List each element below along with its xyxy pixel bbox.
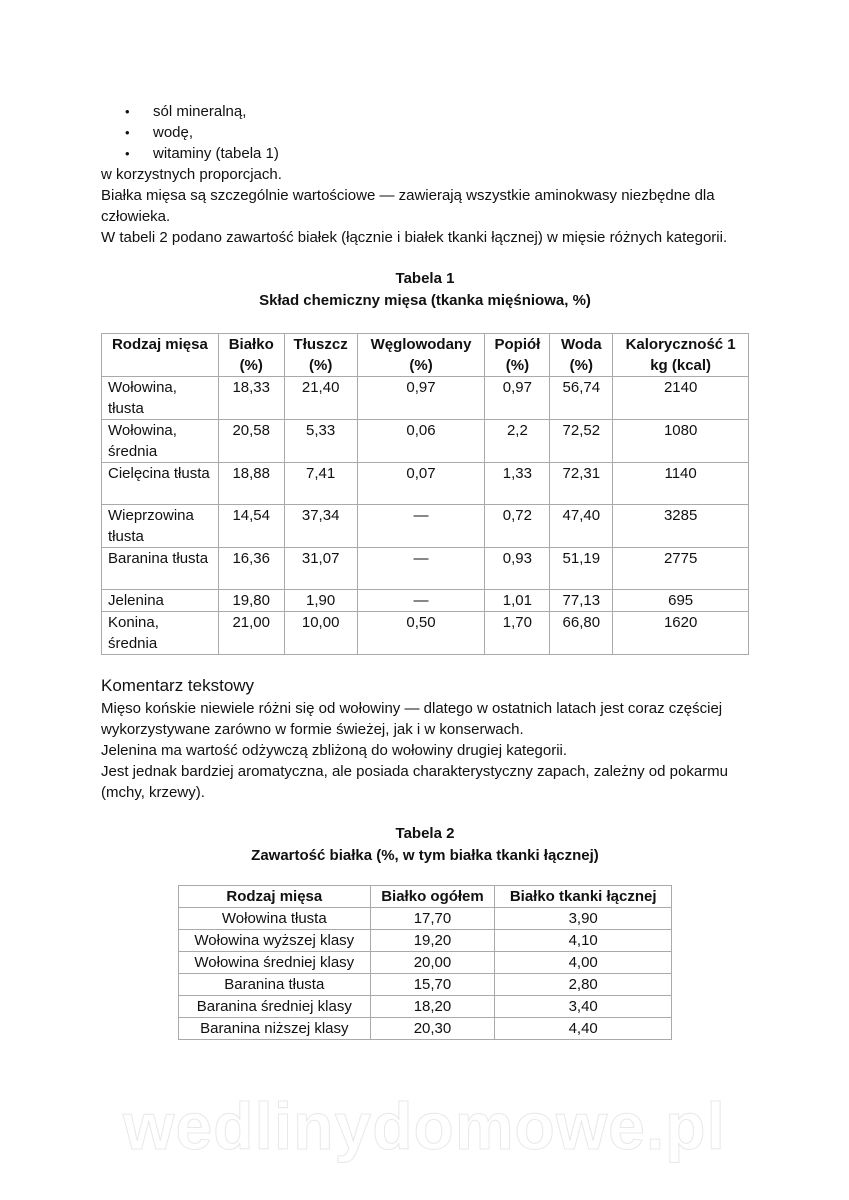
table-row	[102, 463, 749, 505]
table-cell: 3285	[613, 505, 749, 548]
list-item: • wodę,	[101, 122, 761, 143]
table-cell: 72,31	[550, 463, 613, 505]
paragraph: Białka mięsa są szczególnie wartościowe — zawierają wszystkie aminokwasy niezbędne dla człowieka.	[101, 187, 715, 225]
table-row	[179, 930, 672, 952]
table-row	[102, 612, 749, 655]
column-header: Rodzaj mięsa	[179, 886, 371, 908]
row-label: Wołowina tłusta	[179, 908, 371, 930]
table-cell: 51,19	[550, 548, 613, 590]
table-cell: 2,80	[495, 974, 672, 996]
table-cell: —	[357, 590, 485, 612]
table-row	[179, 1018, 672, 1040]
row-label: Wieprzowina tłusta	[102, 505, 219, 548]
paragraph: W tabeli 2 podano zawartość białek (łącznie i białek tkanki łącznej) w mięsie różnych kategorii.	[101, 229, 728, 246]
column-header: Rodzaj mięsa	[102, 334, 219, 377]
table-cell: 15,70	[370, 974, 495, 996]
table-cell: 18,88	[218, 463, 284, 505]
table-cell: 0,72	[485, 505, 550, 548]
table-cell: 20,30	[370, 1018, 495, 1040]
table-cell: 47,40	[550, 505, 613, 548]
row-label: Wołowina, średnia	[102, 420, 219, 463]
table-row	[102, 377, 749, 420]
table-row	[179, 952, 672, 974]
table-cell: 1,90	[284, 590, 357, 612]
paragraph: w korzystnych proporcjach.	[101, 166, 282, 183]
table-cell: 5,33	[284, 420, 357, 463]
table-cell: 1,33	[485, 463, 550, 505]
table1	[101, 333, 749, 655]
table-cell: 0,07	[357, 463, 485, 505]
column-header: Tłuszcz (%)	[284, 334, 357, 377]
table-header-row	[179, 886, 672, 908]
table-cell: 695	[613, 590, 749, 612]
list-item: • witaminy (tabela 1)	[101, 143, 761, 164]
table-cell: 19,80	[218, 590, 284, 612]
column-header: Kaloryczność 1 kg (kcal)	[613, 334, 749, 377]
paragraph: Jest jednak bardziej aromatyczna, ale posiada charakterystyczny zapach, zależny od pokarmu (mchy, krzewy).	[101, 763, 728, 801]
watermark: wedlinydomowe.pl	[123, 1089, 726, 1163]
table-row	[179, 908, 672, 930]
row-label: Wołowina, tłusta	[102, 377, 219, 420]
row-label: Baranina tłusta	[102, 548, 219, 590]
row-label: Wołowina średniej klasy	[179, 952, 371, 974]
table-cell: 31,07	[284, 548, 357, 590]
table-cell: 0,50	[357, 612, 485, 655]
table-cell: 0,97	[357, 377, 485, 420]
table1-title: Skład chemiczny mięsa (tkanka mięśniowa, %)	[259, 292, 591, 309]
table-cell: 14,54	[218, 505, 284, 548]
table-row	[102, 420, 749, 463]
column-header: Popiół (%)	[485, 334, 550, 377]
table-cell: 1,01	[485, 590, 550, 612]
intro-text	[101, 101, 761, 248]
table-cell: 0,06	[357, 420, 485, 463]
column-header: Węglowodany (%)	[357, 334, 485, 377]
table-cell: 1140	[613, 463, 749, 505]
table-cell: 21,00	[218, 612, 284, 655]
table-cell: —	[357, 505, 485, 548]
table-cell: 7,41	[284, 463, 357, 505]
table-cell: 18,20	[370, 996, 495, 1018]
table-cell: 21,40	[284, 377, 357, 420]
paragraph: Mięso końskie niewiele różni się od wołowiny — dlatego w ostatnich latach jest coraz częściej wykorzystywane zarówno w formie świeżej, jak i w konserwach.	[101, 700, 723, 738]
row-label: Cielęcina tłusta	[102, 463, 219, 505]
table-cell: 4,00	[495, 952, 672, 974]
row-label: Konina, średnia	[102, 612, 219, 655]
table1-label: Tabela 1	[395, 270, 455, 287]
table-cell: 37,34	[284, 505, 357, 548]
table-cell: 18,33	[218, 377, 284, 420]
table-row	[102, 505, 749, 548]
table2	[178, 885, 672, 1040]
paragraph: Jelenina ma wartość odżywczą zbliżoną do wołowiny drugiej kategorii.	[101, 742, 568, 759]
table-row	[179, 996, 672, 1018]
table2-title: Zawartość białka (%, w tym białka tkanki łącznej)	[251, 847, 599, 864]
table-header-row	[102, 334, 749, 377]
table-cell: 20,58	[218, 420, 284, 463]
table-row	[102, 548, 749, 590]
table-cell: 4,10	[495, 930, 672, 952]
table-cell: 10,00	[284, 612, 357, 655]
table-row	[179, 974, 672, 996]
row-label: Wołowina wyższej klasy	[179, 930, 371, 952]
list-item: • sól mineralną,	[101, 101, 761, 122]
table-cell: 16,36	[218, 548, 284, 590]
table-cell: 1080	[613, 420, 749, 463]
table-row	[102, 590, 749, 612]
comment-text	[101, 698, 761, 803]
table-cell: 0,97	[485, 377, 550, 420]
table2-label: Tabela 2	[395, 825, 455, 842]
table-cell: 19,20	[370, 930, 495, 952]
table-cell: 3,40	[495, 996, 672, 1018]
column-header: Białko ogółem	[370, 886, 495, 908]
column-header: Białko tkanki łącznej	[495, 886, 672, 908]
row-label: Jelenina	[102, 590, 219, 612]
column-header: Woda (%)	[550, 334, 613, 377]
table-cell: 0,93	[485, 548, 550, 590]
table-cell: 77,13	[550, 590, 613, 612]
row-label: Baranina tłusta	[179, 974, 371, 996]
table-cell: 1,70	[485, 612, 550, 655]
row-label: Baranina niższej klasy	[179, 1018, 371, 1040]
table-cell: 2775	[613, 548, 749, 590]
table-cell: 20,00	[370, 952, 495, 974]
table-cell: 72,52	[550, 420, 613, 463]
section-heading: Komentarz tekstowy	[101, 676, 255, 695]
table-cell: 1620	[613, 612, 749, 655]
table-cell: —	[357, 548, 485, 590]
table-cell: 2140	[613, 377, 749, 420]
table-cell: 17,70	[370, 908, 495, 930]
table-cell: 66,80	[550, 612, 613, 655]
column-header: Białko (%)	[218, 334, 284, 377]
table-cell: 56,74	[550, 377, 613, 420]
bullet-list	[101, 101, 761, 164]
table-cell: 3,90	[495, 908, 672, 930]
row-label: Baranina średniej klasy	[179, 996, 371, 1018]
table-cell: 2,2	[485, 420, 550, 463]
table-cell: 4,40	[495, 1018, 672, 1040]
